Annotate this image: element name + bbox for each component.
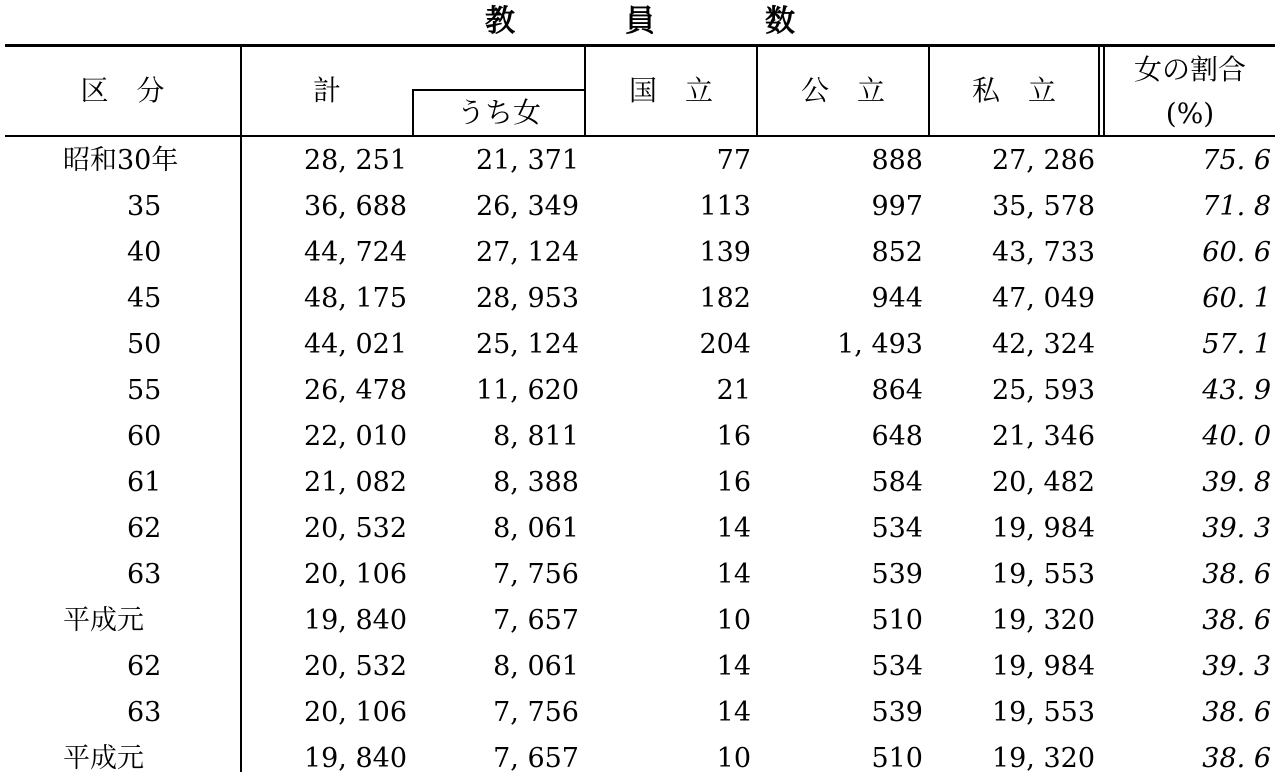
cell-female: 11, 620: [475, 375, 579, 406]
cell-ratio: 38. 6: [1202, 743, 1271, 774]
header-kokuritsu: 国 立: [628, 74, 713, 107]
cell-public: 944: [871, 283, 923, 314]
cell-private: 19, 984: [991, 651, 1095, 682]
cell-private: 20, 482: [991, 467, 1095, 498]
cell-female: 25, 124: [475, 329, 579, 360]
cell-public: 648: [871, 421, 923, 452]
row-label: 40: [127, 237, 162, 268]
cell-private: 19, 984: [991, 513, 1095, 544]
cell-total: 36, 688: [303, 191, 407, 222]
cell-female: 21, 371: [475, 145, 579, 176]
cell-public: 1, 493: [837, 329, 923, 360]
cell-ratio: 75. 6: [1202, 145, 1271, 176]
cell-total: 20, 106: [303, 697, 407, 728]
cell-ratio: 43. 9: [1202, 375, 1271, 406]
cell-public: 584: [871, 467, 923, 498]
cell-national: 113: [699, 191, 751, 222]
row-label: 55: [127, 375, 162, 406]
cell-total: 20, 532: [303, 651, 407, 682]
header-ratio-line1: 女の割合: [1133, 53, 1246, 86]
row-label: 45: [127, 283, 162, 314]
cell-female: 7, 657: [493, 605, 579, 636]
cell-public: 539: [871, 559, 923, 590]
cell-private: 25, 593: [991, 375, 1095, 406]
cell-national: 16: [716, 421, 751, 452]
cell-ratio: 39. 8: [1202, 467, 1271, 498]
cell-private: 19, 553: [991, 697, 1095, 728]
row-label: 62: [127, 513, 162, 544]
row-label: 62: [127, 651, 162, 682]
cell-female: 27, 124: [475, 237, 579, 268]
cell-private: 27, 286: [991, 145, 1095, 176]
cell-ratio: 38. 6: [1202, 559, 1271, 590]
cell-public: 888: [871, 145, 923, 176]
cell-total: 19, 840: [303, 743, 407, 774]
cell-total: 20, 106: [303, 559, 407, 590]
cell-total: 19, 840: [303, 605, 407, 636]
row-label: 昭和30年: [63, 145, 179, 176]
cell-total: 28, 251: [303, 145, 407, 176]
cell-national: 14: [716, 559, 751, 590]
cell-national: 14: [716, 513, 751, 544]
cell-private: 19, 320: [991, 743, 1095, 774]
cell-national: 16: [716, 467, 751, 498]
cell-ratio: 71. 8: [1202, 191, 1271, 222]
cell-total: 48, 175: [303, 283, 407, 314]
row-label: 平成元: [63, 743, 144, 774]
row-label: 35: [127, 191, 162, 222]
row-label: 63: [127, 697, 162, 728]
cell-total: 26, 478: [303, 375, 407, 406]
cell-national: 139: [699, 237, 751, 268]
cell-private: 47, 049: [991, 283, 1095, 314]
cell-national: 182: [699, 283, 751, 314]
cell-public: 539: [871, 697, 923, 728]
cell-ratio: 39. 3: [1202, 651, 1271, 682]
cell-female: 7, 657: [493, 743, 579, 774]
cell-ratio: 40. 0: [1202, 421, 1271, 452]
row-label: 63: [127, 559, 162, 590]
header-kouritsu: 公 立: [800, 74, 885, 107]
teacher-count-table: [5, 44, 1275, 772]
cell-public: 534: [871, 651, 923, 682]
cell-female: 28, 953: [475, 283, 579, 314]
cell-ratio: 60. 6: [1202, 237, 1271, 268]
header-kubun: 区 分: [80, 74, 165, 107]
cell-public: 997: [871, 191, 923, 222]
cell-total: 22, 010: [303, 421, 407, 452]
cell-ratio: 39. 3: [1202, 513, 1271, 544]
cell-public: 864: [871, 375, 923, 406]
cell-female: 8, 061: [493, 651, 579, 682]
cell-ratio: 57. 1: [1202, 329, 1271, 360]
row-label: 60: [127, 421, 162, 452]
cell-public: 510: [871, 743, 923, 774]
cell-national: 10: [716, 743, 751, 774]
cell-ratio: 38. 6: [1202, 697, 1271, 728]
cell-national: 204: [699, 329, 751, 360]
cell-female: 7, 756: [493, 559, 579, 590]
header-shiritsu: 私 立: [971, 74, 1056, 107]
cell-public: 510: [871, 605, 923, 636]
cell-total: 20, 532: [303, 513, 407, 544]
cell-national: 10: [716, 605, 751, 636]
cell-private: 19, 320: [991, 605, 1095, 636]
cell-total: 44, 021: [303, 329, 407, 360]
cell-total: 21, 082: [303, 467, 407, 498]
cell-private: 42, 324: [991, 329, 1095, 360]
cell-female: 8, 061: [493, 513, 579, 544]
row-label: 50: [127, 329, 162, 360]
cell-national: 14: [716, 697, 751, 728]
cell-total: 44, 724: [303, 237, 407, 268]
top-rule: [5, 44, 1275, 47]
cell-private: 21, 346: [991, 421, 1095, 452]
cell-female: 7, 756: [493, 697, 579, 728]
header-ratio-line2: (%): [1165, 97, 1215, 130]
cell-national: 77: [716, 145, 751, 176]
cell-private: 35, 578: [991, 191, 1095, 222]
cell-national: 14: [716, 651, 751, 682]
cell-female: 8, 811: [493, 421, 579, 452]
header-bottom-rule: [5, 135, 1275, 137]
row-label: 平成元: [63, 605, 144, 636]
header-double-divider-a: [1098, 44, 1100, 136]
header-uchi-onna: うち女: [456, 96, 541, 129]
cell-public: 534: [871, 513, 923, 544]
table-title: 教 員 数: [485, 4, 835, 39]
cell-private: 43, 733: [991, 237, 1095, 268]
row-label: 61: [127, 467, 162, 498]
cell-national: 21: [716, 375, 751, 406]
cell-private: 19, 553: [991, 559, 1095, 590]
cell-female: 26, 349: [475, 191, 579, 222]
cell-ratio: 60. 1: [1202, 283, 1271, 314]
cell-ratio: 38. 6: [1202, 605, 1271, 636]
header-kei: 計: [312, 74, 341, 107]
cell-female: 8, 388: [493, 467, 579, 498]
cell-public: 852: [871, 237, 923, 268]
